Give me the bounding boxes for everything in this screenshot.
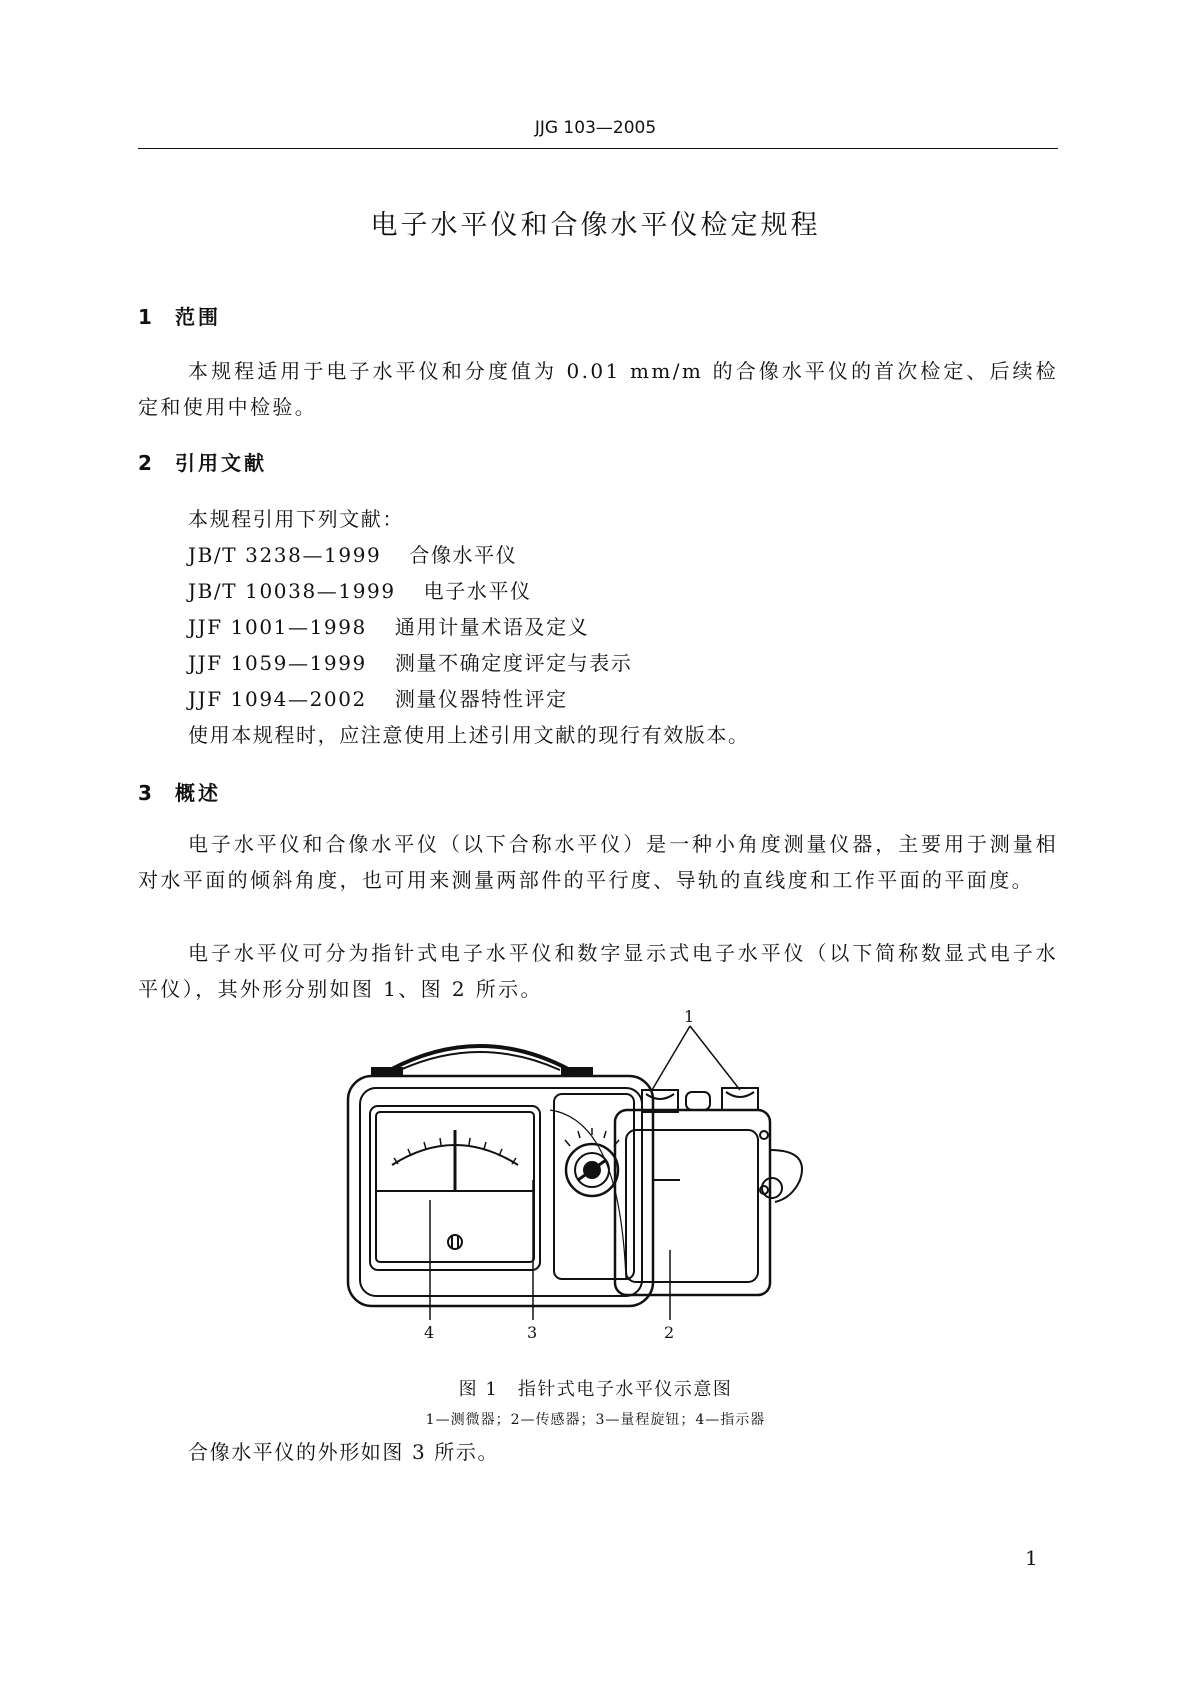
- sensor-box: [615, 1110, 770, 1295]
- section-number: 1: [138, 305, 152, 329]
- references-outro: 使用本规程时，应注意使用上述引用文献的现行有效版本。: [188, 723, 750, 747]
- reference-name: 电子水平仪: [423, 579, 532, 603]
- cable-loop: [770, 1150, 802, 1202]
- reference-code: JJF 1001—1998: [188, 615, 367, 639]
- section-number: 2: [138, 451, 152, 475]
- header-rule: [138, 148, 1058, 149]
- reference-name: 测量不确定度评定与表示: [394, 651, 633, 675]
- reference-code: JB/T 10038—1999: [188, 579, 396, 603]
- callout-2: 2: [664, 1323, 675, 1342]
- callout-1: 1: [684, 1007, 695, 1026]
- section-2-heading: [138, 447, 267, 476]
- micrometer-right: [722, 1088, 758, 1110]
- reference-code: JB/T 3238—1999: [188, 543, 382, 567]
- section-3-paragraph-1: 电子水平仪和合像水平仪（以下合称水平仪）是一种小角度测量仪器，主要用于测量相对水平面的倾斜角度，也可用来测量两部件的平行度、导轨的直线度和工作平面的平面度。: [138, 832, 1058, 892]
- reference-name: 通用计量术语及定义: [394, 615, 590, 639]
- reference-item: [188, 683, 568, 712]
- carry-handle: [390, 1046, 570, 1070]
- cable-connector: [762, 1178, 782, 1198]
- figure-caption: 图 1 指针式电子水平仪示意图: [458, 1379, 733, 1400]
- callout-3: 3: [527, 1323, 538, 1342]
- section-3-heading: [138, 777, 221, 806]
- reference-item: [188, 647, 632, 676]
- document-title: 电子水平仪和合像水平仪检定规程: [370, 210, 821, 241]
- reference-code: JJF 1059—1999: [188, 651, 367, 675]
- reference-item: [188, 539, 517, 568]
- section-1-heading: [138, 301, 221, 330]
- reference-item: [188, 611, 589, 640]
- section-title: 引用文献: [175, 451, 267, 475]
- after-figure-paragraph: 合像水平仪的外形如图 3 所示。: [188, 1440, 500, 1464]
- callout-4: 4: [424, 1323, 435, 1342]
- section-title: 范围: [175, 305, 221, 329]
- reference-code: JJF 1094—2002: [188, 687, 367, 711]
- center-cap: [686, 1092, 710, 1110]
- section-number: 3: [138, 781, 152, 805]
- figure-legend: 1—测微器；2—传感器；3—量程旋钮；4—指示器: [425, 1412, 766, 1428]
- references-intro: 本规程引用下列文献：: [188, 507, 404, 531]
- reference-name: 合像水平仪: [409, 543, 518, 567]
- zero-adjust-screw: [448, 1235, 462, 1249]
- reference-item: [188, 575, 532, 604]
- section-title: 概述: [175, 781, 221, 805]
- page-number: 1: [1025, 1546, 1038, 1570]
- section-3-paragraph-2: 电子水平仪可分为指针式电子水平仪和数字显示式电子水平仪（以下简称数显式电子水平仪），其外形分别如图 1、图 2 所示。: [138, 941, 1058, 1001]
- figure-1-illustration: [330, 1007, 880, 1350]
- reference-name: 测量仪器特性评定: [394, 687, 568, 711]
- running-header: JJG 103—2005: [534, 118, 657, 138]
- section-1-paragraph: 本规程适用于电子水平仪和分度值为 0.01 mm/m 的合像水平仪的首次检定、后续检定和使用中检验。: [138, 359, 1058, 419]
- micrometer-left: [642, 1090, 678, 1112]
